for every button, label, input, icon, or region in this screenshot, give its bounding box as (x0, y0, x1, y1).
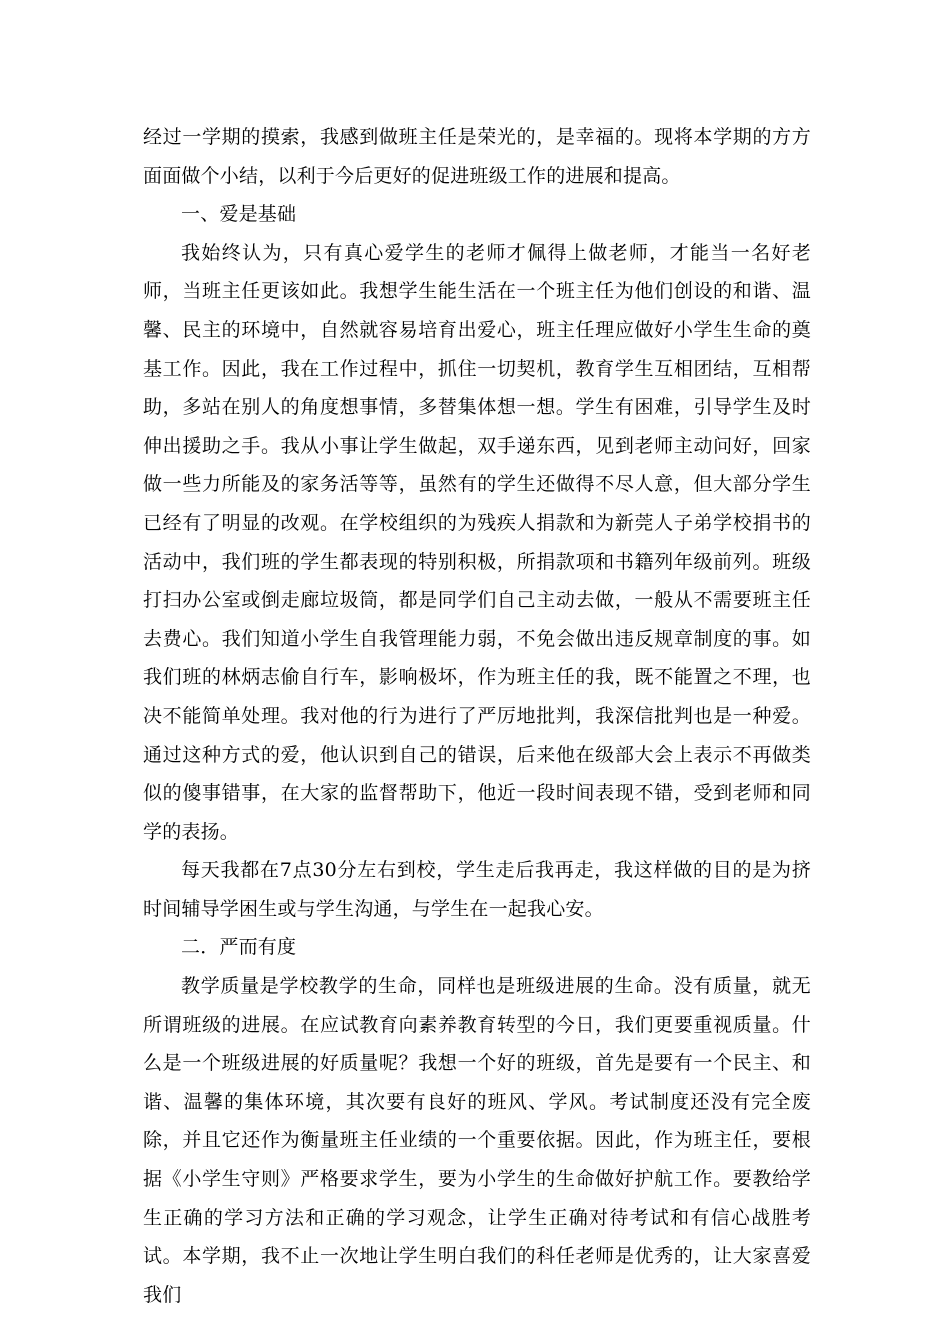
intro-paragraph: 经过一学期的摸索，我感到做班主任是荣光的，是幸福的。现将本学期的方方面面做个小结，以利于今后更好的促进班级工作的进展和提高。 (143, 126, 811, 187)
daily-paragraph: 每天我都在7点30分左右到校，学生走后我再走，我这样做的目的是为挤时间辅导学困生或与学生沟通，与学生在一起我心安。 (143, 859, 811, 920)
section-heading-strict: 二．严而有度 (181, 936, 297, 959)
section-heading-love: 一、爱是基础 (181, 203, 297, 226)
love-paragraph: 我始终认为，只有真心爱学生的老师才佩得上做老师，才能当一名好老师，当班主任更该如此。我想学生能生活在一个班主任为他们创设的和谐、温馨、民主的环境中，自然就容易培育出爱心，班主任理应做好小学生生命的奠基工作。因此，我在工作过程中，抓住一切契机，教育学生互相团结，互相帮助，多站在别人的角度想事情，多替集体想一想。学生有困难，引导学生及时伸出援助之手。我从小事让学生做起，双手递东西，见到老师主动问好，回家做一些力所能及的家务活等等，虽然有的学生还做得不尽人意，但大部分学生已经有了明显的改观。在学校组织的为残疾人捐款和为新莞人子弟学校捐书的活动中，我们班的学生都表现的特别积极，所捐款项和书籍列年级前列。班级打扫办公室或倒走廊垃圾筒，都是同学们自己主动去做，一般从不需要班主任去费心。我们知道小学生自我管理能力弱，不免会做出违反规章制度的事。如我们班的林炳志偷自行车，影响极坏，作为班主任的我，既不能置之不理，也决不能简单处理。我对他的行为进行了严厉地批判，我深信批判也是一种爱。通过这种方式的爱，他认识到自己的错误，后来他在级部大会上表示不再做类似的傻事错事，在大家的监督帮助下，他近一段时间表现不错，受到老师和同学的表扬。 (143, 241, 811, 843)
document-body (143, 118, 811, 1314)
quality-paragraph: 教学质量是学校教学的生命，同样也是班级进展的生命。没有质量，就无所谓班级的进展。在应试教育向素养教育转型的今日，我们更要重视质量。什么是一个班级进展的好质量呢？我想一个好的班级，首先是要有一个民主、和谐、温馨的集体环境，其次要有良好的班风、学风。考试制度还没有完全废除，并且它还作为衡量班主任业绩的一个重要依据。因此，作为班主任，要根据《小学生守则》严格要求学生，要为小学生的生命做好护航工作。要教给学生正确的学习方法和正确的学习观念，让学生正确对待考试和有信心战胜考试。本学期，我不止一次地让学生明白我们的科任老师是优秀的，让大家喜爱我们 (143, 975, 811, 1306)
